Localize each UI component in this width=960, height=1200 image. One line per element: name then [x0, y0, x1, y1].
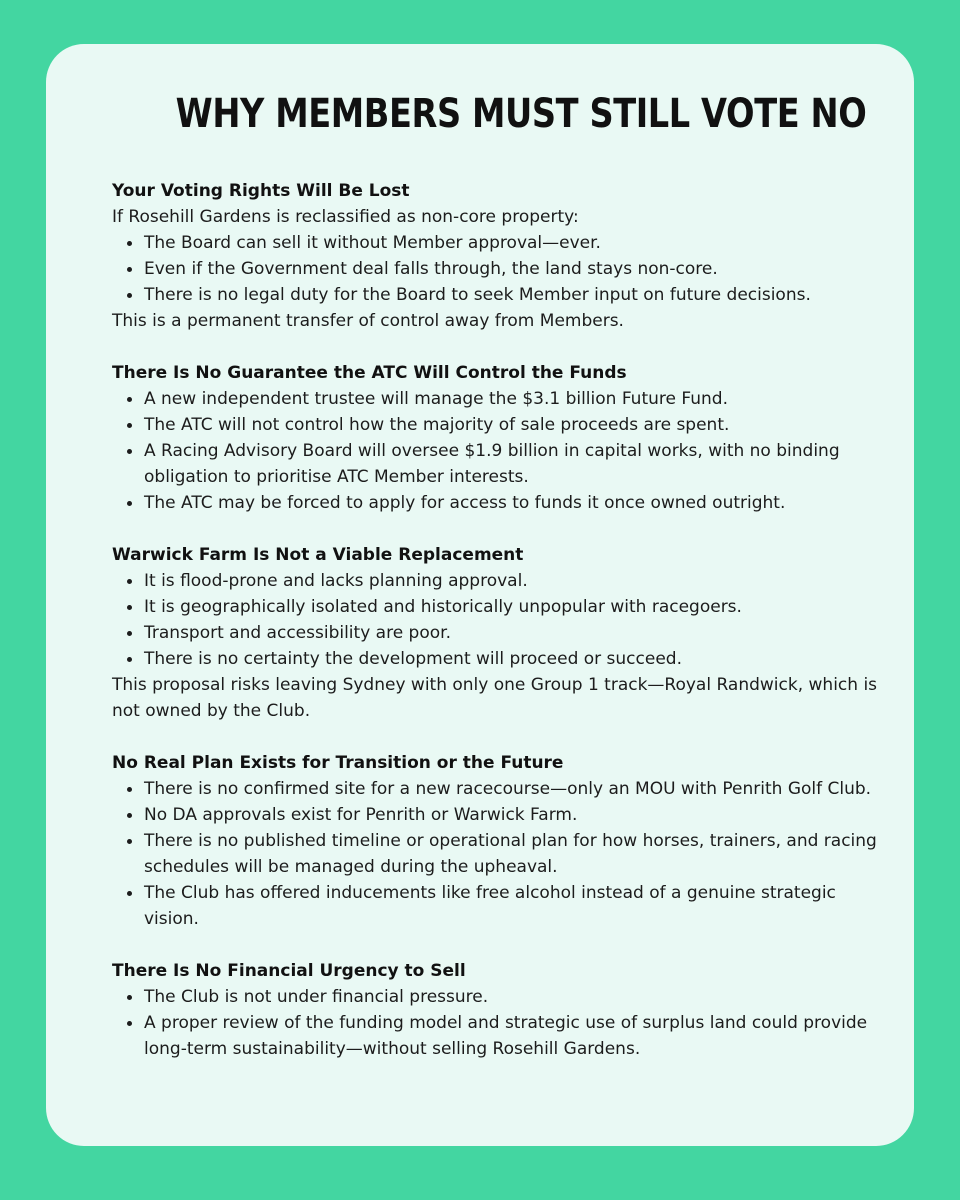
section-heading: Warwick Farm Is Not a Viable Replacement	[112, 545, 524, 565]
section-heading: There Is No Guarantee the ATC Will Control the Funds	[112, 363, 627, 383]
section-outro: This is a permanent transfer of control away from Members.	[112, 311, 624, 331]
bullet-item: It is geographically isolated and historically unpopular with racegoers.	[144, 594, 878, 620]
bullet-item: The Board can sell it without Member approval—ever.	[144, 230, 878, 256]
bullet-list	[112, 568, 878, 672]
bullet-list	[112, 230, 878, 308]
section-outro: This proposal risks leaving Sydney with only one Group 1 track—Royal Randwick, which is not owned by the Club.	[112, 675, 878, 721]
bullet-item: There is no legal duty for the Board to seek Member input on future decisions.	[144, 282, 878, 308]
bullet-item: Even if the Government deal falls through, the land stays non-core.	[144, 256, 878, 282]
section	[112, 750, 878, 932]
bullet-item: A Racing Advisory Board will oversee $1.9 billion in capital works, with no binding obligation to prioritise ATC Member interests.	[144, 438, 878, 490]
section	[112, 542, 878, 724]
section	[112, 958, 878, 1062]
bullet-item: The Club is not under financial pressure.	[144, 984, 878, 1010]
bullet-item: Transport and accessibility are poor.	[144, 620, 878, 646]
bullet-item: No DA approvals exist for Penrith or Warwick Farm.	[144, 802, 878, 828]
bullet-item: There is no confirmed site for a new racecourse—only an MOU with Penrith Golf Club.	[144, 776, 878, 802]
page-title: WHY MEMBERS MUST STILL VOTE NO	[175, 91, 867, 137]
document-card	[46, 44, 914, 1146]
bullet-item: The Club has offered inducements like free alcohol instead of a genuine strategic vision.	[144, 880, 878, 932]
section-heading: No Real Plan Exists for Transition or the Future	[112, 753, 564, 773]
section-intro: If Rosehill Gardens is reclassified as non-core property:	[112, 207, 579, 227]
section-heading: There Is No Financial Urgency to Sell	[112, 961, 466, 981]
bullet-item: The ATC may be forced to apply for access to funds it once owned outright.	[144, 490, 878, 516]
bullet-list	[112, 984, 878, 1062]
sections-container	[112, 178, 878, 1062]
section	[112, 360, 878, 516]
bullet-item: A new independent trustee will manage the $3.1 billion Future Fund.	[144, 386, 878, 412]
bullet-list	[112, 386, 878, 516]
section-heading: Your Voting Rights Will Be Lost	[112, 181, 410, 201]
bullet-item: There is no published timeline or operational plan for how horses, trainers, and racing schedules will be managed during the upheaval.	[144, 828, 878, 880]
section	[112, 178, 878, 334]
bullet-list	[112, 776, 878, 932]
bullet-item: It is flood-prone and lacks planning approval.	[144, 568, 878, 594]
bullet-item: A proper review of the funding model and strategic use of surplus land could provide long-term sustainability—without selling Rosehill Gardens.	[144, 1010, 878, 1062]
bullet-item: There is no certainty the development will proceed or succeed.	[144, 646, 878, 672]
bullet-item: The ATC will not control how the majority of sale proceeds are spent.	[144, 412, 878, 438]
